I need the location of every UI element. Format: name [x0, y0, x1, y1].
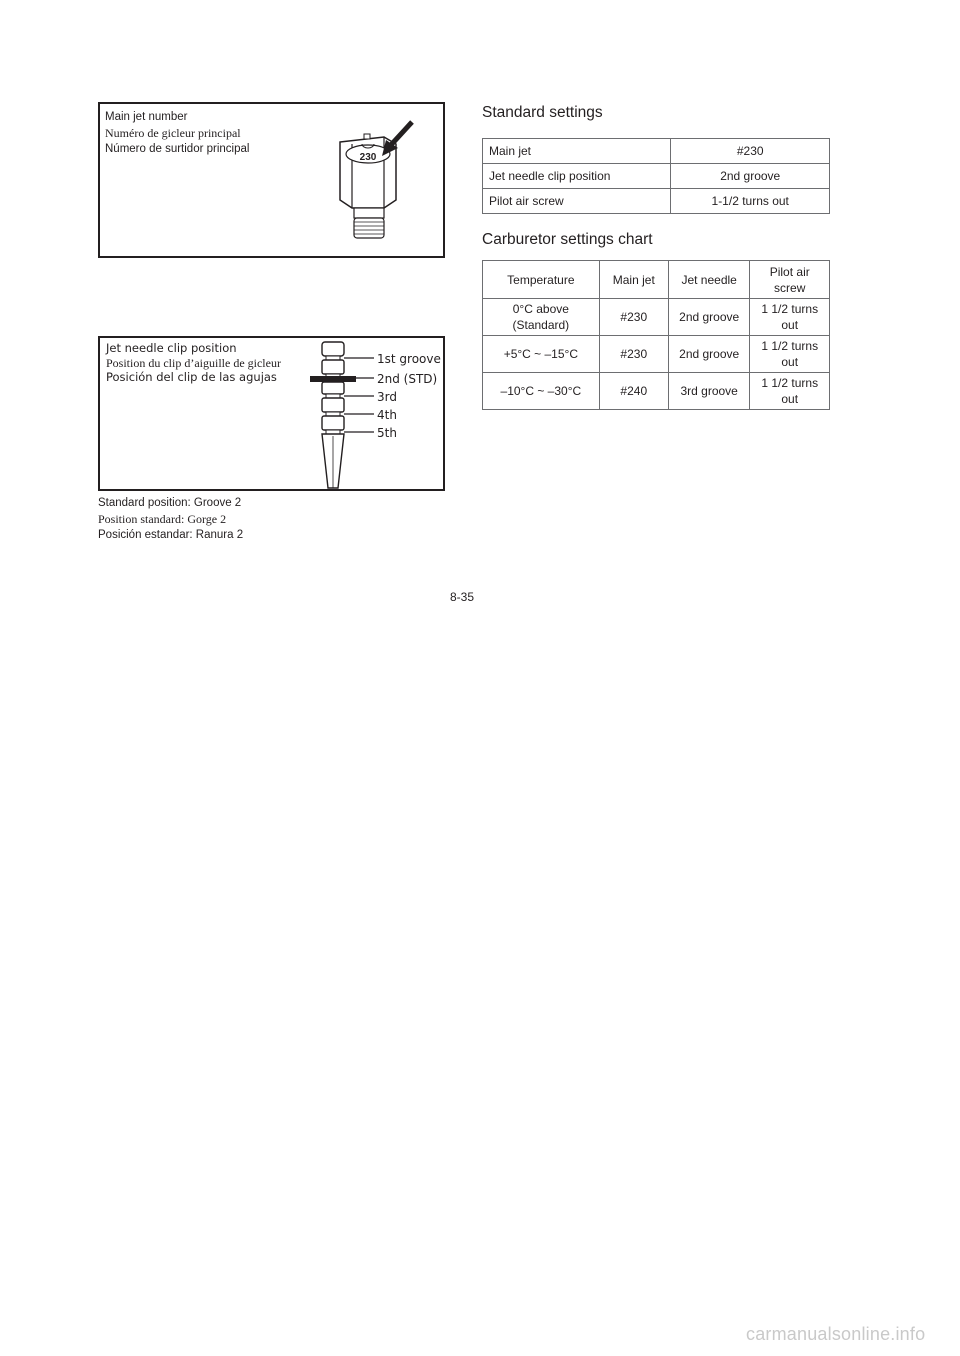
table-cell: 3rd groove: [668, 373, 750, 410]
watermark: carmanualsonline.info: [746, 1324, 926, 1344]
table-cell: #230: [599, 336, 668, 373]
carburetor-settings-table: [482, 260, 830, 410]
table-cell: 2nd groove: [668, 336, 750, 373]
setting-value: 1-1/2 turns out: [671, 189, 830, 214]
groove-label-2: 2nd (STD): [377, 372, 438, 386]
table-row: [483, 164, 830, 189]
table-cell: 0°C above (Standard): [483, 299, 600, 336]
main-jet-caption-es: Número de surtidor principal: [105, 143, 250, 155]
table-cell: 2nd groove: [668, 299, 750, 336]
main-jet-caption-en: Main jet number: [105, 111, 188, 123]
page-number: 8-35: [450, 590, 475, 604]
jet-needle-illustration: [100, 338, 447, 493]
table-header-row: [483, 261, 830, 299]
main-jet-stamp: 230: [359, 152, 377, 163]
table-cell: –10°C ~ –30°C: [483, 373, 600, 410]
carburetor-chart-title: Carburetor settings chart: [482, 231, 653, 248]
setting-label: Pilot air screw: [483, 189, 671, 214]
main-jet-figure: [98, 102, 445, 258]
table-row: [483, 373, 830, 410]
table-row: [483, 336, 830, 373]
table-cell: 1 1/2 turns out: [750, 373, 830, 410]
table-cell: 1 1/2 turns out: [750, 299, 830, 336]
table-cell: 1 1/2 turns out: [750, 336, 830, 373]
setting-label: Main jet: [483, 139, 671, 164]
groove-label-4: 4th: [377, 408, 397, 422]
setting-value: 2nd groove: [671, 164, 830, 189]
main-jet-illustration: [100, 104, 447, 260]
column-header: Pilot air screw: [750, 261, 830, 299]
groove-label-1: 1st groove: [377, 352, 441, 366]
jet-needle-figure: [98, 336, 445, 491]
needle-caption-fr: Position du clip d’aiguille de gicleur: [106, 356, 281, 370]
column-header: Temperature: [483, 261, 600, 299]
needle-caption-en: Jet needle clip position: [106, 341, 237, 355]
groove-label-3: 3rd: [377, 390, 397, 404]
table-row: [483, 139, 830, 164]
setting-value: #230: [671, 139, 830, 164]
groove-label-5: 5th: [377, 426, 397, 440]
table-cell: #240: [599, 373, 668, 410]
table-row: [483, 189, 830, 214]
main-jet-caption-fr: Numéro de gicleur principal: [105, 126, 241, 140]
standard-position-en: Standard position: Groove 2: [98, 497, 242, 509]
column-header: Main jet: [599, 261, 668, 299]
standard-position-es: Posición estandar: Ranura 2: [98, 529, 244, 541]
setting-label: Jet needle clip position: [483, 164, 671, 189]
standard-settings-table: [482, 138, 830, 214]
table-cell: +5°C ~ –15°C: [483, 336, 600, 373]
table-row: [483, 299, 830, 336]
column-header: Jet needle: [668, 261, 750, 299]
standard-position-fr: Position standard: Gorge 2: [98, 512, 227, 526]
standard-settings-title: Standard settings: [482, 104, 603, 121]
needle-caption-es: Posición del clip de las agujas: [106, 370, 277, 384]
table-cell: #230: [599, 299, 668, 336]
